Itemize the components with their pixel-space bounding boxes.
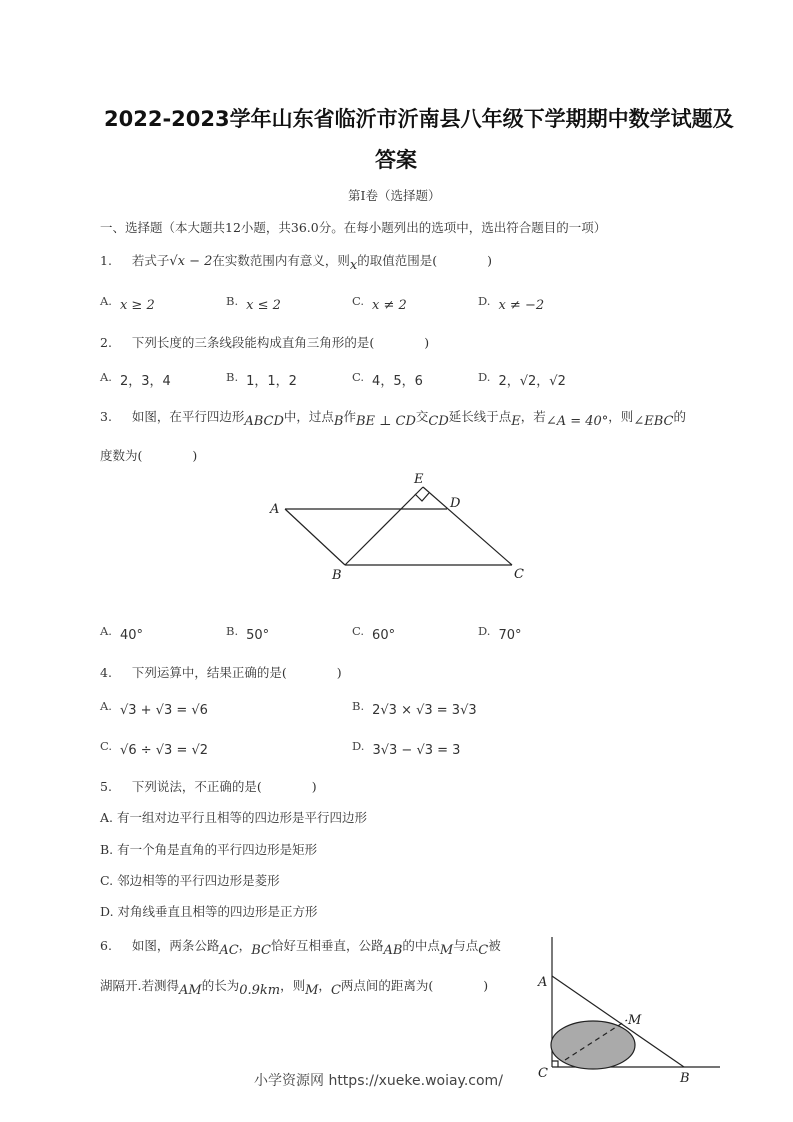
- math-expression: √x − 2: [169, 254, 213, 269]
- question-3: 3. 如图，在平行四边形ABCD中，过点B作BE ⊥ CD交CD延长线于点E，若∠A = 40°，则∠EBC的: [100, 409, 686, 429]
- q4-option-a[interactable]: A. √3 + √3 = √6: [100, 699, 208, 718]
- q3-option-c[interactable]: C. 60°: [352, 624, 396, 643]
- label-e: E: [414, 472, 424, 487]
- lake-road-figure: [530, 930, 730, 1090]
- q5-option-b[interactable]: B. 有一个角是直角的平行四边形是矩形: [100, 842, 318, 857]
- question-5: 5. 下列说法，不正确的是( ): [100, 779, 317, 794]
- label-c: C: [538, 1066, 548, 1081]
- q5-option-d[interactable]: D. 对角线垂直且相等的四边形是正方形: [100, 904, 318, 919]
- label-a: A: [538, 975, 548, 990]
- q2-option-d[interactable]: D. 2，√2，√2: [478, 370, 566, 389]
- q4-option-c[interactable]: C. √6 ÷ √3 = √2: [100, 739, 209, 758]
- question-6: 6. 如图，两条公路AC，BC恰好互相垂直，公路AB的中点M与点C被: [100, 938, 501, 958]
- q2-option-a[interactable]: A. 2，3，4: [100, 370, 171, 389]
- lake-shape: [551, 1021, 635, 1069]
- label-a: A: [270, 502, 280, 517]
- q2-option-b[interactable]: B. 1，1，2: [226, 370, 297, 389]
- q2-option-c[interactable]: C. 4，5，6: [352, 370, 423, 389]
- question-3-line2: 度数为( ): [100, 448, 198, 463]
- question-6-line2: 湖隔开.若测得AM的长为0.9km，则M，C两点间的距离为( ): [100, 978, 489, 998]
- q1-option-b[interactable]: B. x ≤ 2: [226, 294, 281, 313]
- q3-option-d[interactable]: D. 70°: [478, 624, 522, 643]
- parallelogram-figure: [260, 465, 540, 590]
- question-4: 4. 下列运算中，结果正确的是( ): [100, 665, 342, 680]
- q3-option-b[interactable]: B. 50°: [226, 624, 270, 643]
- q5-option-c[interactable]: C. 邻边相等的平行四边形是菱形: [100, 873, 280, 888]
- watermark-footer: 小学资源网 https://xueke.woiay.com/: [254, 1073, 503, 1089]
- question-2: 2. 下列长度的三条线段能构成直角三角形的是( ): [100, 335, 430, 350]
- volume-heading: 第Ⅰ卷（选择题）: [348, 188, 441, 203]
- q1-option-d[interactable]: D. x ≠ −2: [478, 294, 545, 313]
- label-b: B: [680, 1071, 690, 1086]
- label-c: C: [514, 567, 524, 582]
- question-1: 1. 若式子√x − 2在实数范围内有意义，则x的取值范围是( ): [100, 253, 492, 273]
- document-title-line2: 答案: [375, 148, 417, 172]
- document-title-line1: 2022-2023学年山东省临沂市沂南县八年级下学期期中数学试题及: [104, 107, 734, 131]
- q4-option-d[interactable]: D. 3√3 − √3 = 3: [352, 739, 461, 758]
- q3-option-a[interactable]: A. 40°: [100, 624, 144, 643]
- label-d: D: [450, 496, 461, 511]
- label-m: M: [628, 1013, 642, 1028]
- section-heading: 一、选择题（本大题共12小题，共36.0分。在每小题列出的选项中，选出符合题目的一项）: [100, 220, 607, 235]
- q4-option-b[interactable]: B. 2√3 × √3 = 3√3: [352, 699, 477, 718]
- label-b: B: [332, 568, 342, 583]
- q1-option-a[interactable]: A. x ≥ 2: [100, 294, 155, 313]
- q5-option-a[interactable]: A. 有一组对边平行且相等的四边形是平行四边形: [100, 810, 368, 825]
- q1-option-c[interactable]: C. x ≠ 2: [352, 294, 407, 313]
